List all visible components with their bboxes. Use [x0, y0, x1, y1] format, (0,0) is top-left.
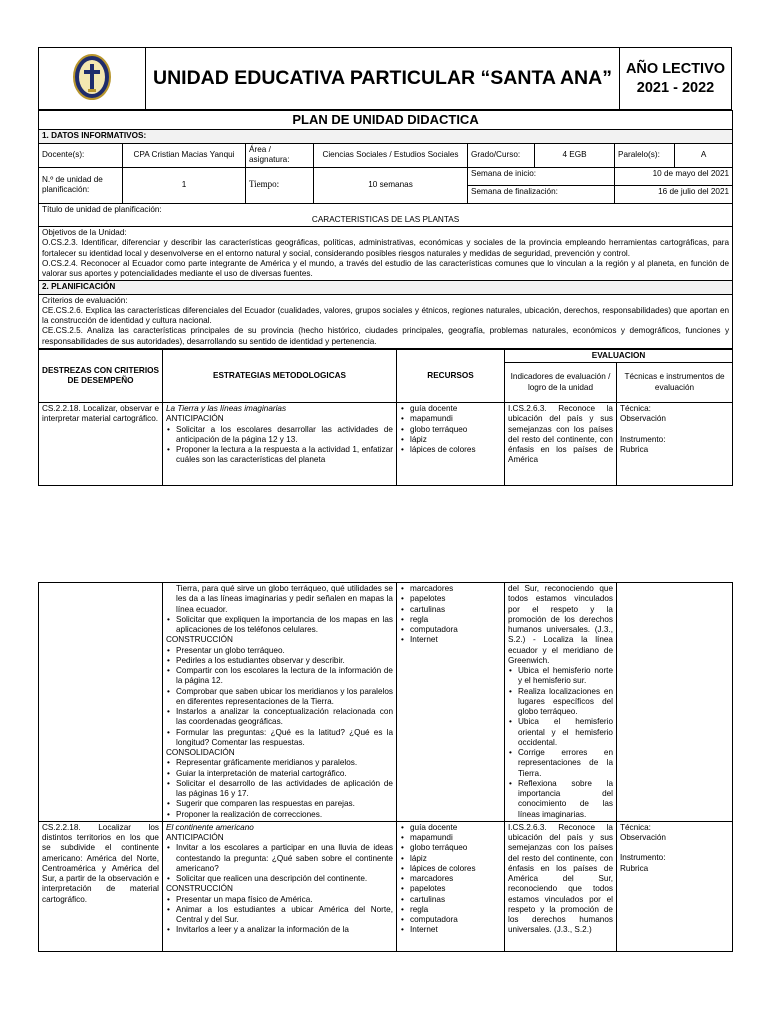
- objetivos-cell: [39, 227, 733, 281]
- list-item: • Sugerir que comparen las respuestas en parejas.: [166, 799, 393, 809]
- docente-value: CPA Cristian Macias Yanqui: [123, 143, 246, 167]
- school-crest-icon: [72, 53, 112, 101]
- row3-fase-ant: ANTICIPACIÓN: [166, 833, 224, 842]
- list-item: • Realiza localizaciones en lugares específicos del globo terráqueo.: [508, 687, 613, 718]
- tecnica-label: Técnica:: [620, 822, 651, 832]
- row1-tema: La Tierra y las líneas imaginarias: [166, 404, 287, 413]
- tecnica-label: Técnica:: [620, 404, 651, 413]
- list-item: • lápiz: [400, 435, 501, 445]
- strategy-table-page-2: [38, 582, 733, 952]
- col-evaluacion: EVALUACION: [505, 349, 733, 362]
- objetivo-1: O.CS.2.3. Identificar, diferenciar y describir las características geográficas, políticas, administrativas, económicas y sociales de la provincia empleando herramientas cartográficas, para fortalecer su identidad local y desenvolverse en el entorno natural y social, considerando posibles riesgos naturales y medidas de seguridad, prevención y control.: [42, 238, 730, 258]
- row2-fase-consol: CONSOLIDACIÓN: [166, 748, 235, 757]
- row3-ant-items: [166, 843, 393, 884]
- col-estrategias: ESTRATEGIAS METODOLOGICAS: [163, 349, 397, 402]
- criterios-label: Criterios de evaluación:: [42, 295, 128, 305]
- inicio-value: 10 de mayo del 2021: [615, 167, 733, 185]
- row3-estrategias: [163, 821, 397, 951]
- list-item: • computadora: [400, 625, 501, 635]
- list-item: • Internet: [400, 635, 501, 645]
- list-item: • Presentar un globo terráqueo.: [166, 646, 393, 656]
- list-item: • cartulinas: [400, 895, 501, 905]
- list-item: • Ubica el hemisferio oriental y el hemisferio occidental.: [508, 717, 613, 748]
- list-item: • guía docente: [400, 404, 501, 414]
- section-planificacion: 2. PLANIFICACIÓN: [39, 281, 733, 294]
- list-item: • Animar a los estudiantes a ubicar América del Norte, Central y del Sur.: [166, 905, 393, 926]
- list-item: • regla: [400, 615, 501, 625]
- list-item: • marcadores: [400, 874, 501, 884]
- instrumento-value: Rubrica: [620, 863, 649, 873]
- objetivos-label: Objetivos de la Unidad:: [42, 228, 127, 237]
- nro-unidad-value: 1: [123, 167, 246, 203]
- tiempo-value: 10 semanas: [314, 167, 468, 203]
- list-item: • guía docente: [400, 823, 501, 833]
- fin-value: 16 de julio del 2021: [615, 185, 733, 203]
- row2-fase-cons: CONSTRUCCIÓN: [166, 635, 233, 645]
- list-item: • Formular las preguntas: ¿Qué es la latitud? ¿Qué es la longitud? Comentar las respuestas.: [166, 728, 393, 749]
- list-item: • Guiar la interpretación de material cartográfico.: [166, 769, 393, 779]
- row2-cont-text: Tierra, para qué sirve un globo terráqueo, qué utilidades se les da a las líneas imaginarias y pedir señalen en mapas la línea ecuador.: [176, 584, 393, 614]
- school-year: [620, 48, 732, 110]
- row1-estrategias: [163, 403, 397, 486]
- row1-destreza: CS.2.2.18. Localizar, observar e interpretar material cartográfico.: [39, 403, 163, 486]
- area-value: Ciencias Sociales / Estudios Sociales: [314, 143, 468, 167]
- col-recursos: RECURSOS: [397, 349, 505, 402]
- strategy-table-page-1: [38, 349, 733, 486]
- list-item: • computadora: [400, 915, 501, 925]
- school-name: UNIDAD EDUCATIVA PARTICULAR “SANTA ANA”: [146, 48, 620, 110]
- list-item: • marcadores: [400, 584, 501, 594]
- criterios-cell: [39, 294, 733, 348]
- row2-indicador-text: del Sur, reconociendo que todos estamos vinculados por el respeto y la promoción de los derechos humanos universales. (J.3., S.2.) - Localiza la línea ecuador y el meridiano de Greenwich.: [508, 584, 613, 665]
- row1-fase: ANTICIPACIÓN: [166, 414, 224, 424]
- col-indicadores: Indicadores de evaluación / logro de la unidad: [505, 363, 617, 403]
- tiempo-label: Tiempo:: [246, 167, 314, 203]
- list-item: • Comprobar que saben ubicar los meridianos y los paralelos en diferentes representaciones de la Tierra.: [166, 687, 393, 708]
- plan-title: PLAN DE UNIDAD DIDACTICA: [39, 111, 733, 130]
- col-destrezas: DESTREZAS CON CRITERIOS DE DESEMPEÑO: [39, 349, 163, 402]
- grado-value: 4 EGB: [535, 143, 615, 167]
- list-item: • cartulinas: [400, 605, 501, 615]
- school-logo-cell: [39, 48, 146, 110]
- tecnica-value: Observación: [620, 833, 666, 842]
- list-item: • Invitarlos a leer y a analizar la información de la: [166, 925, 393, 935]
- list-item: • mapamundi: [400, 414, 501, 424]
- list-item: • Solicitar a los escolares desarrollar las actividades de anticipación de la página 12 y 13.: [166, 425, 393, 446]
- instrumento-label: Instrumento:: [620, 853, 666, 863]
- section-datos: 1. DATOS INFORMATIVOS:: [39, 130, 733, 143]
- list-item: • lápices de colores: [400, 445, 501, 455]
- row3-cons-items: [166, 895, 393, 936]
- list-item: • Corrige errores en representaciones de la Tierra.: [508, 748, 613, 779]
- inicio-label: Semana de inicio:: [468, 167, 615, 185]
- nro-unidad-label: N.º de unidad de planificación:: [39, 167, 123, 203]
- year-label: AÑO LECTIVO: [625, 61, 726, 78]
- document-page-1: [38, 47, 732, 486]
- row1-recursos: [397, 403, 505, 486]
- list-item: • Proponer la lectura a la respuesta a la actividad 1, enfatizar cuáles son las características del planeta: [166, 445, 393, 466]
- criterio-1: CE.CS.2.6. Explica las características diferenciales del Ecuador (cualidades, valores, grupos sociales y étnicos, regiones naturales, ubicación, derechos, responsabilidades) que aportan en la construcción de identidad y cultura nacional.: [42, 305, 730, 325]
- row1-items: [166, 425, 393, 466]
- row2-estrategias: [163, 583, 397, 822]
- row2-tecnicas: [617, 583, 733, 822]
- tecnica-value: Observación: [620, 414, 666, 424]
- row2-consol-items: [166, 758, 393, 820]
- titulo-value: CARACTERISTICAS DE LAS PLANTAS: [311, 214, 460, 224]
- list-item: • papelotes: [400, 594, 501, 604]
- fin-label: Semana de finalización:: [468, 185, 615, 203]
- instrumento-value: Rubrica: [620, 444, 649, 454]
- docente-label: Docente(s):: [39, 143, 123, 167]
- grado-label: Grado/Curso:: [468, 143, 535, 167]
- row2-destreza: [39, 583, 163, 822]
- list-item: • globo terráqueo: [400, 425, 501, 435]
- list-item: • papelotes: [400, 884, 501, 894]
- row2-recursos: [397, 583, 505, 822]
- list-item: • Compartir con los escolares la lectura de la información de la página 12.: [166, 666, 393, 687]
- list-item: • Solicitar que expliquen la importancia de los mapas en las aplicaciones de los teléfonos celulares.: [166, 615, 393, 636]
- row3-fase-cons: CONSTRUCCIÓN: [166, 884, 233, 894]
- list-item: • Solicitar el desarrollo de las actividades de aplicación de las páginas 16 y 17.: [166, 779, 393, 800]
- list-item: • Internet: [400, 925, 501, 935]
- area-label: Área / asignatura:: [246, 143, 314, 167]
- row2-indicador-items: [508, 666, 613, 820]
- titulo-unidad: [39, 203, 733, 227]
- list-item: • Instarlos a analizar la conceptualización relacionada con las coordenadas geográficas.: [166, 707, 393, 728]
- list-item: • lápiz: [400, 854, 501, 864]
- list-item: • globo terráqueo: [400, 843, 501, 853]
- row2-cons-items: [166, 646, 393, 749]
- list-item: • lápices de colores: [400, 864, 501, 874]
- list-item: • Proponer la realización de correcciones.: [166, 810, 393, 820]
- list-item: • mapamundi: [400, 833, 501, 843]
- list-item: • regla: [400, 905, 501, 915]
- row3-recursos: [397, 821, 505, 951]
- row2-indicador: [505, 583, 617, 822]
- row3-destreza: CS.2.2.18. Localizar los distintos territorios en los que se subdivide el continente americano: América del Norte, Centroamérica y América del Sur, a partir de la observación e interpretación de material cartográfico.: [39, 821, 163, 951]
- document-page-2: [38, 582, 732, 952]
- year-value: 2021 - 2022: [636, 79, 715, 96]
- objetivo-2: O.CS.2.4. Reconocer al Ecuador como parte integrante de América y el mundo, a través del estudio de las características comunes que lo vinculan a la región y al planeta, en función de valorar sus aportes y potencialidades mediante el uso de diversas fuentes.: [42, 258, 730, 278]
- list-item: • Solicitar que realicen una descripción del continente.: [166, 874, 393, 884]
- list-item: • Reflexiona sobre la importancia del conocimiento de las líneas imaginarias.: [508, 779, 613, 820]
- paralelo-value: A: [675, 143, 733, 167]
- instrumento-label: Instrumento:: [620, 434, 666, 444]
- col-tecnicas: Técnicas e instrumentos de evaluación: [617, 363, 733, 403]
- list-item: • Ubica el hemisferio norte y el hemisferio sur.: [508, 666, 613, 687]
- header-table: [38, 47, 732, 110]
- list-item: • Pedirles a los estudiantes observar y describir.: [166, 656, 393, 666]
- row3-indicador: I.CS.2.6.3. Reconoce la ubicación del país y sus semejanzas con los países del resto del continente, con énfasis en los países de América del Sur, reconociendo que todos estamos vinculados por el respeto y la promoción de los derechos humanos universales. (J.3., S.2.): [505, 821, 617, 951]
- paralelo-label: Paralelo(s):: [615, 143, 675, 167]
- row1-indicador: I.CS.2.6.3. Reconoce la ubicación del país y sus semejanzas con los países del resto del continente, con énfasis en los países de América: [505, 403, 617, 486]
- list-item: • Representar gráficamente meridianos y paralelos.: [166, 758, 393, 768]
- titulo-label: Título de unidad de planificación:: [42, 204, 162, 214]
- criterio-2: CE.CS.2.5. Analiza las características principales de su provincia (hecho histórico, ciudades principales, geografía, problemas naturales, económicos y demográficos, funciones y responsabilidades de sus autoridades), desarrollando su sentido de identidad y pertenencia.: [42, 326, 730, 346]
- list-item: • Invitar a los escolares a participar en una lluvia de ideas contestando la pregunta: ¿Qué saben sobre el continente americano?: [166, 843, 393, 874]
- list-item: • Presentar un mapa físico de América.: [166, 895, 393, 905]
- row1-tecnicas: [617, 403, 733, 486]
- row3-tema: El continente americano: [166, 822, 254, 832]
- plan-table: [38, 110, 733, 349]
- row3-tecnicas: [617, 821, 733, 951]
